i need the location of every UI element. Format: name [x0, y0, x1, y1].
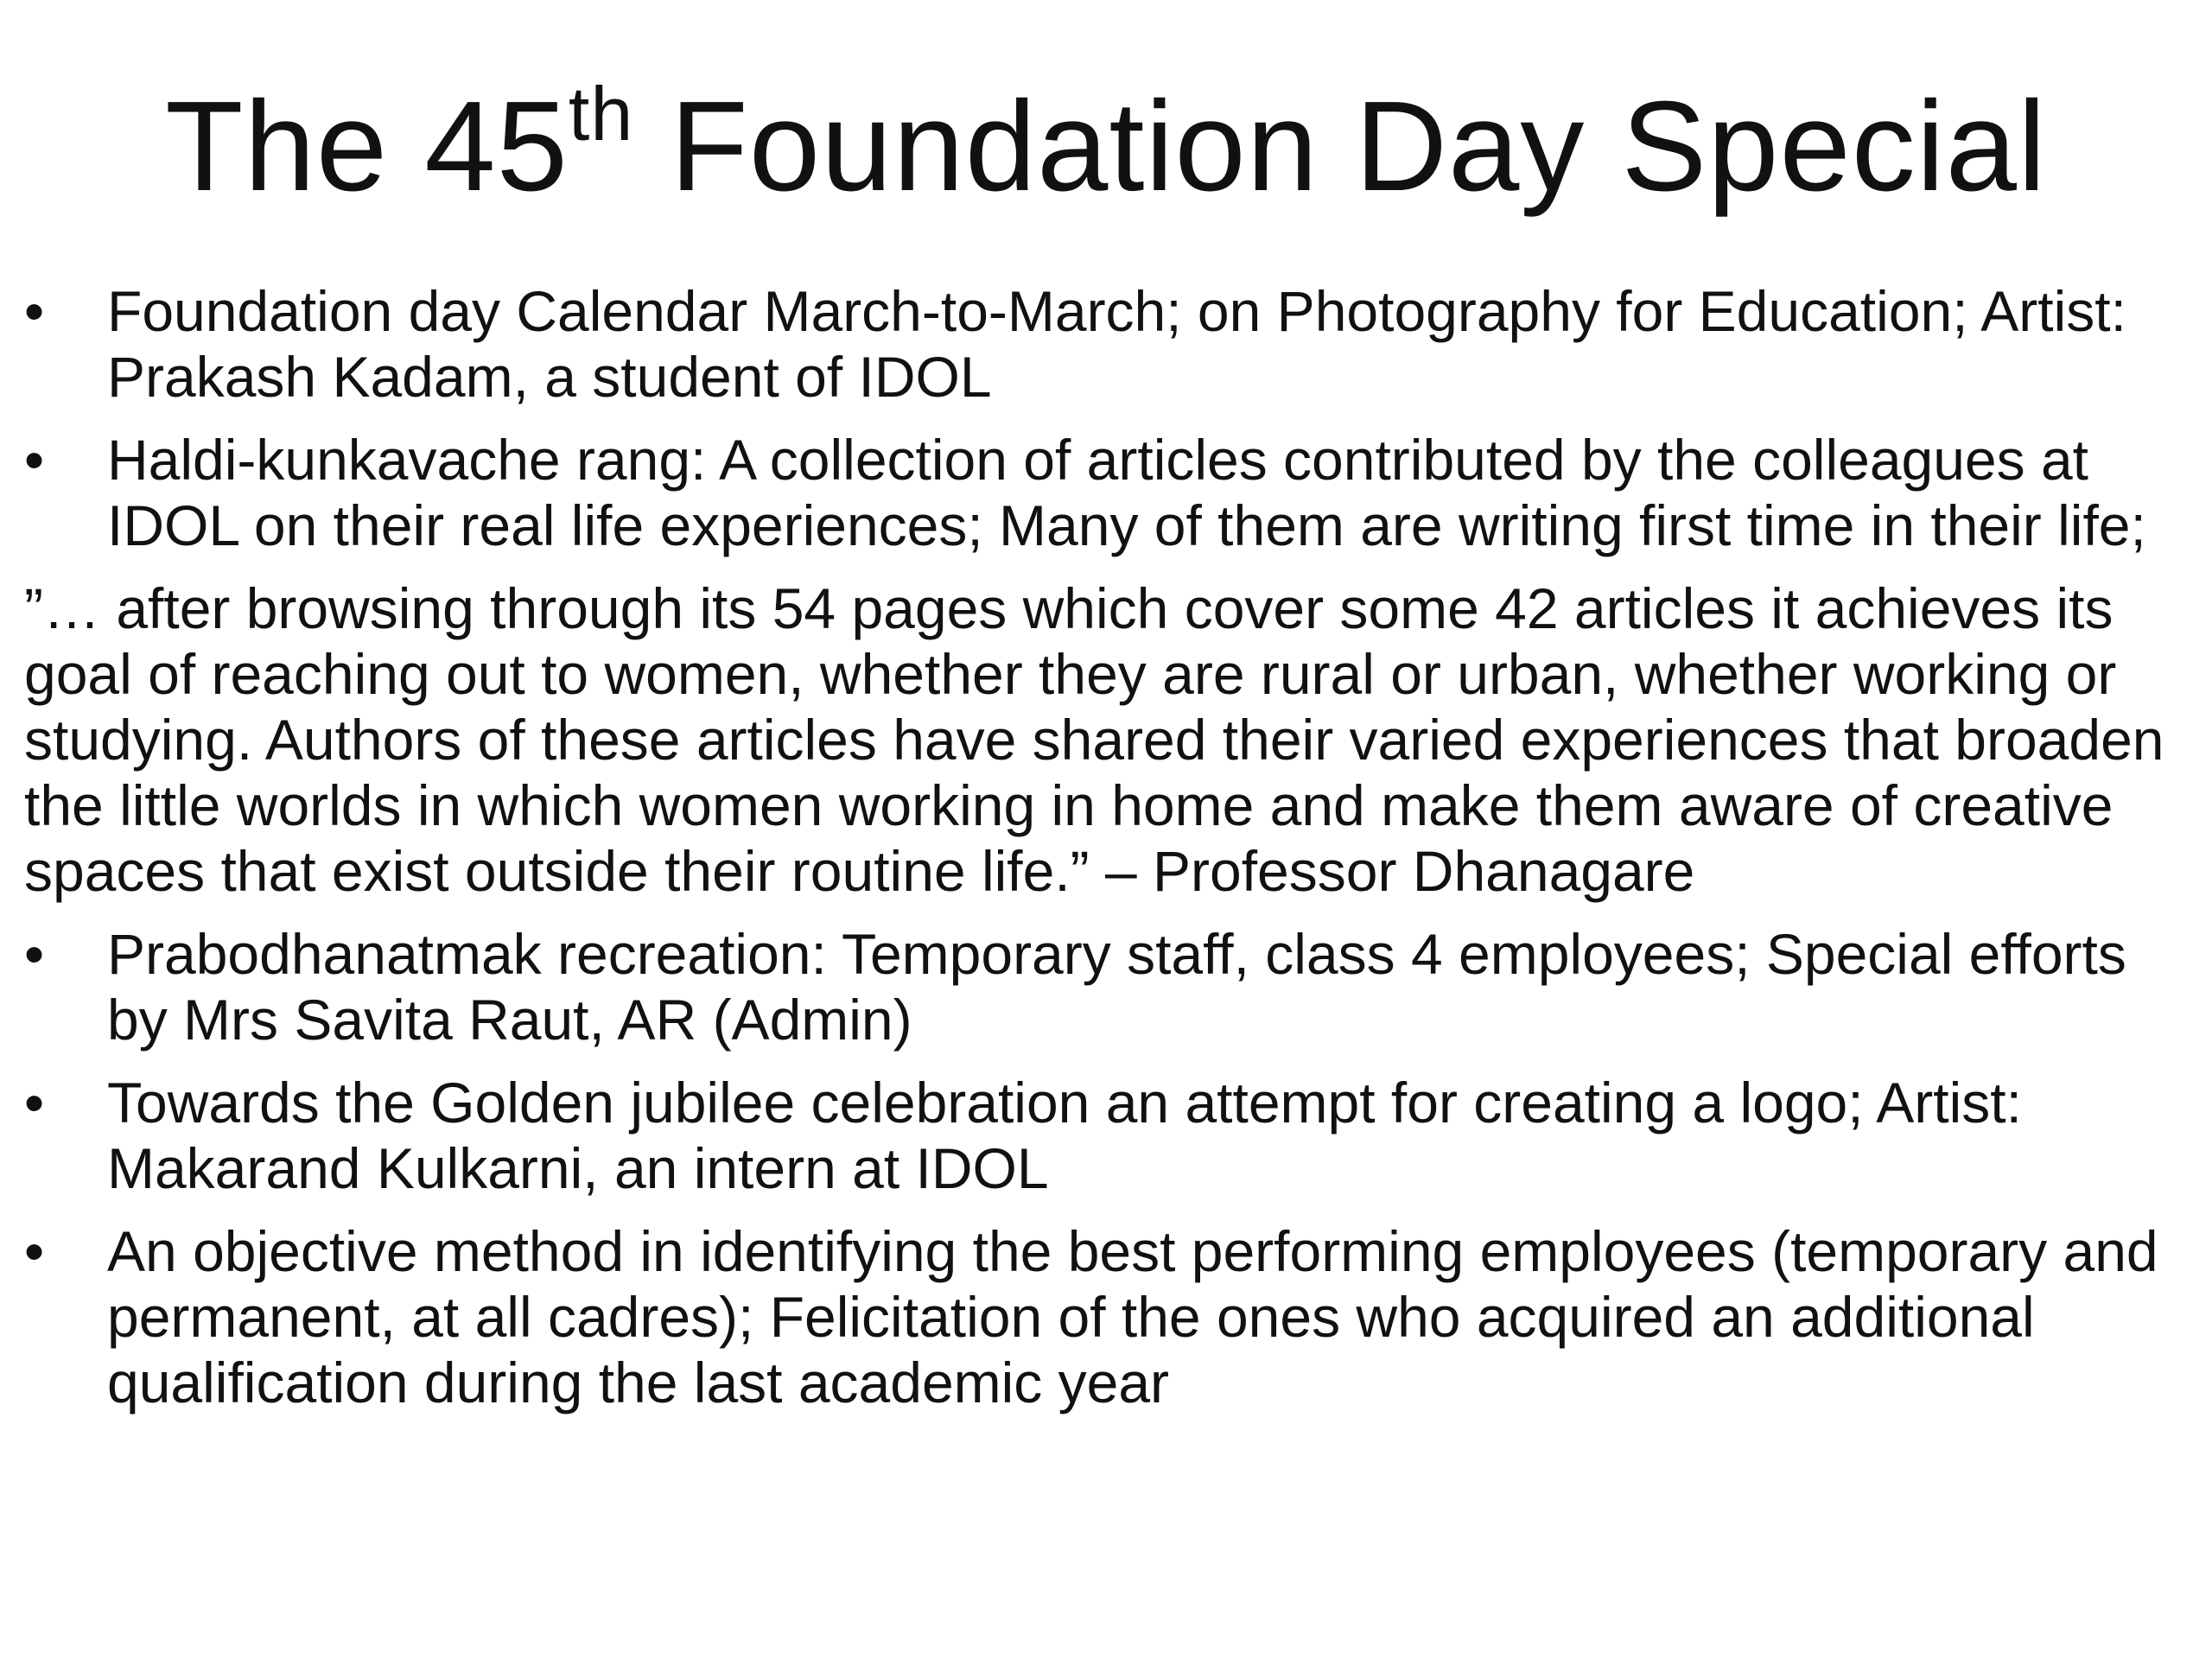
list-item-text: Prabodhanatmak recreation: Temporary staff, class 4 employees; Special efforts by Mrs Savita Raut, AR (Admin): [107, 922, 2126, 1052]
list-item: [24, 427, 2193, 558]
slide-title: [0, 69, 2212, 242]
list-item-text: Towards the Golden jubilee celebration an attempt for creating a logo; Artist: Makarand Kulkarni, an intern at IDOL: [107, 1071, 2022, 1200]
list-item-text: Foundation day Calendar March-to-March; on Photography for Education; Artist: Prakash Kadam, a student of IDOL: [107, 279, 2126, 409]
list-item: [24, 1218, 2193, 1415]
list-item: [24, 1070, 2193, 1201]
quote-paragraph: ”… after browsing through its 54 pages which cover some 42 articles it achieves its goal of reaching out to women, whether they are rural or urban, whether working or studying. Authors of these articles have shared their varied experiences that broaden the little worlds in which women working in home and make them aware of creative spaces that exist outside their routine life.” – Professor Dhanagare: [24, 576, 2164, 903]
list-item-text: An objective method in identifying the best performing employees (temporary and permanent, at all cadres); Felicitation of the ones who acquired an additional qualification during the last academic year: [107, 1219, 2158, 1414]
bullet-icon: •: [24, 428, 45, 492]
list-item-text: Haldi-kunkavache rang: A collection of articles contributed by the colleagues at IDOL on their real life experiences; Many of them are writing first time in their life;: [107, 428, 2146, 557]
bullet-icon: •: [24, 922, 45, 986]
list-item: [24, 921, 2193, 1052]
title-main: The 45: [165, 75, 569, 218]
slide-body: [24, 278, 2193, 1433]
bullet-icon: •: [24, 279, 45, 343]
title-superscript: th: [568, 71, 634, 156]
bullet-icon: •: [24, 1071, 45, 1135]
bullet-icon: •: [24, 1219, 45, 1283]
list-item: [24, 278, 2193, 410]
title-rest: Foundation Day Special: [633, 75, 2047, 218]
